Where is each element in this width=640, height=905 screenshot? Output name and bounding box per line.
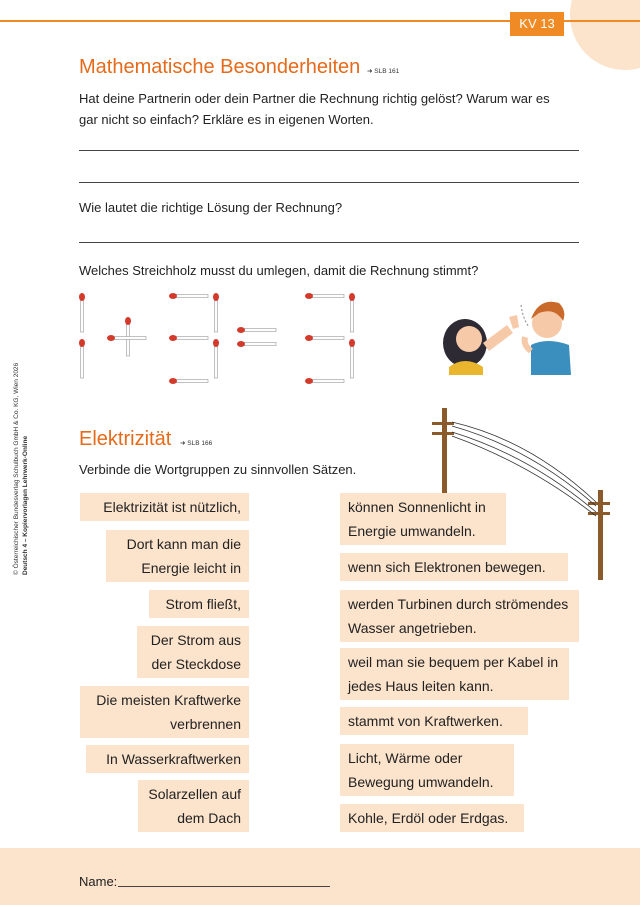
section-ref-math: ➜ SLB 161 [367,68,400,75]
copyright-note [12,363,30,575]
right-phrase-4[interactable] [340,648,569,700]
answer-line-3[interactable] [79,242,579,243]
right-phrase-7[interactable] [340,804,524,832]
section-ref-electricity: ➜ SLB 166 [180,440,213,447]
right-phrase-text: Licht, Wärme oder Bewegung umwandeln. [348,750,494,790]
children-illustration [435,285,580,375]
right-phrase-5[interactable] [340,707,528,735]
matchstick-plus [107,317,146,356]
matchstick-equals [237,327,276,347]
right-phrase-text: werden Turbinen durch strömendes Wasser angetrieben. [348,596,569,636]
right-phrase-text: stammt von Kraftwerken. [348,713,503,729]
right-phrase-3[interactable] [340,590,579,642]
copyright-line: © Österreichischer Bundesverlag Schulbuch GmbH & Co. KG, Wien 2026 [13,362,20,575]
right-phrase-text: wenn sich Elektronen bewegen. [348,559,546,575]
section-title-math: Mathematische Besonderheiten [79,56,361,78]
right-phrase-2[interactable] [340,553,568,581]
question-3: Welches Streichholz musst du umlegen, damit die Rechnung stimmt? [79,263,479,278]
left-phrase-4[interactable] [137,626,249,678]
left-phrase-text: Dort kann man die Energie leicht in [126,536,241,576]
question-1: Hat deine Partnerin oder dein Partner die Rechnung richtig gelöst? Warum war es gar nicht so einfach? Erkläre es in eigenen Worten. [79,91,550,127]
left-phrase-5[interactable] [80,686,249,738]
name-label: Name: [79,874,118,889]
name-field[interactable] [118,886,330,887]
left-phrase-text: In Wasserkraftwerken [106,751,241,767]
left-phrase-7[interactable] [138,780,249,832]
right-phrase-1[interactable] [340,493,506,545]
product-line: Deutsch 4 – Kopiervorlagen Lehrwerk-Online [22,435,29,575]
right-phrase-6[interactable] [340,744,514,796]
left-phrase-2[interactable] [106,530,249,582]
corner-decoration [570,0,640,70]
matchstick-three-b [305,293,355,384]
right-phrase-text: können Sonnenlicht in Energie umwandeln. [348,499,486,539]
right-phrase-text: weil man sie bequem per Kabel in jedes Haus leiten kann. [348,654,559,694]
left-phrase-text: Strom fließt, [165,596,241,612]
matchstick-equation [68,288,368,388]
section-title-electricity: Elektrizität [79,428,172,450]
left-phrase-text: Elektrizität ist nützlich, [103,499,241,515]
left-phrase-text: Solarzellen auf dem Dach [148,786,241,826]
instruction: Verbinde die Wortgruppen zu sinnvollen Sätzen. [79,462,357,477]
answer-line-1[interactable] [79,150,579,151]
question-2: Wie lautet die richtige Lösung der Rechnung? [79,200,343,215]
left-phrase-1[interactable] [80,493,249,521]
answer-line-2[interactable] [79,182,579,183]
right-phrase-text: Kohle, Erdöl oder Erdgas. [348,810,509,826]
left-phrase-text: Die meisten Kraftwerke verbrennen [96,692,241,732]
worksheet-badge: KV 13 [510,12,564,36]
matchstick-three-a [169,293,219,384]
left-phrase-6[interactable] [86,745,249,773]
left-phrase-text: Der Strom aus der Steckdose [150,632,241,672]
matchstick-one [79,293,85,378]
left-phrase-3[interactable] [149,590,249,618]
